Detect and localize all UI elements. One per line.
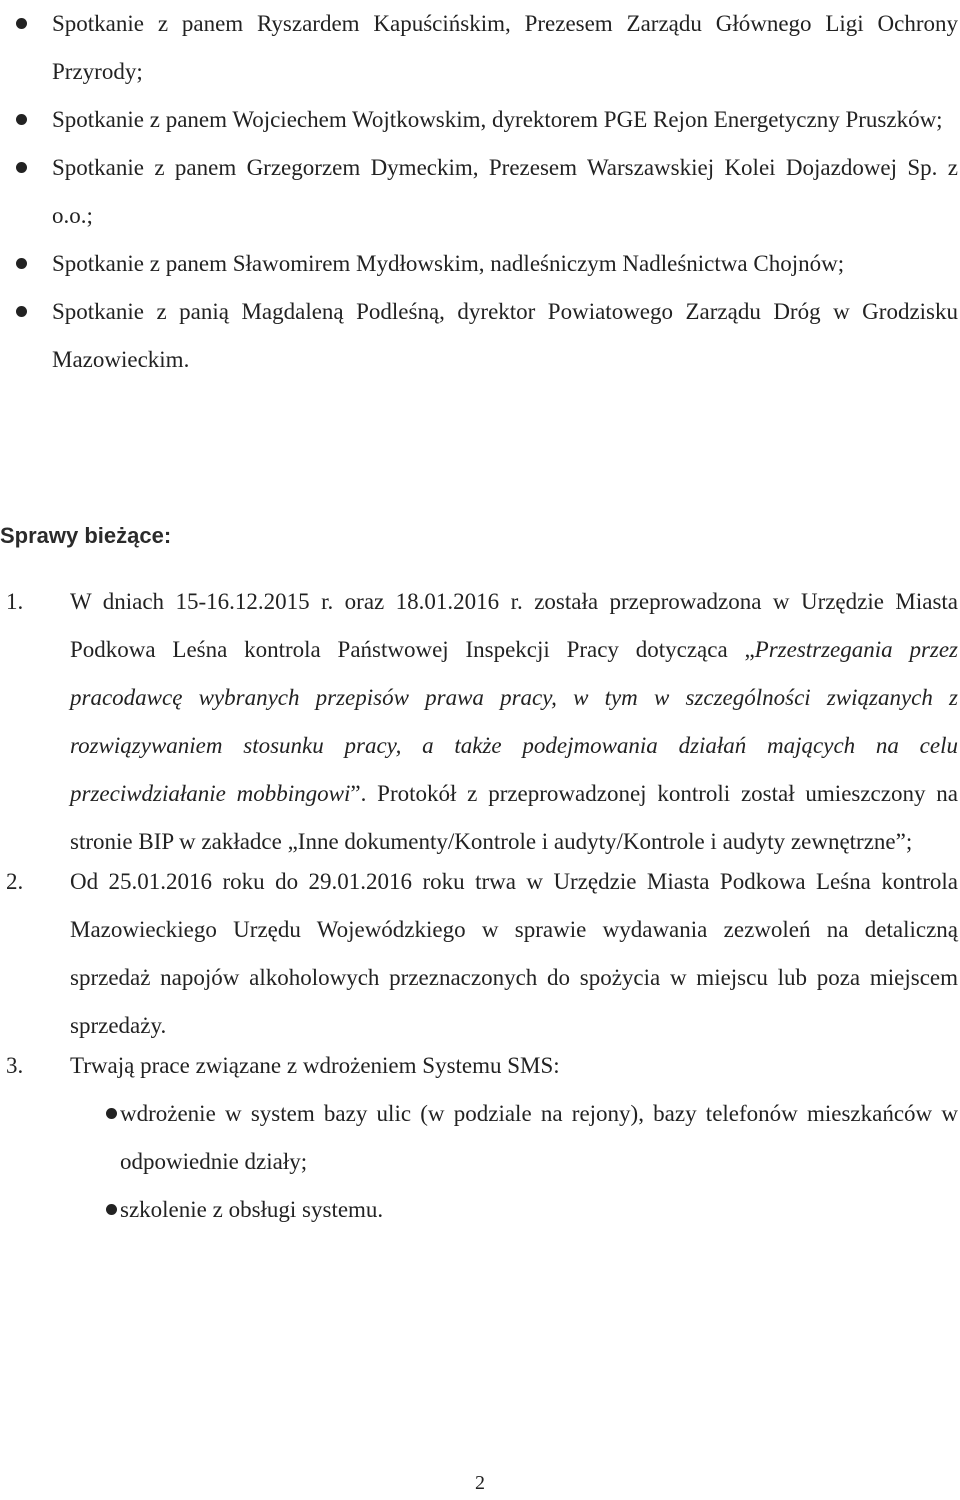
list-item: [0, 144, 958, 240]
item-text: Trwają prace związane z wdrożeniem Systemu SMS:: [70, 1053, 560, 1078]
list-item-text: Spotkanie z panem Ryszardem Kapuścińskim, Prezesem Zarządu Głównego Ligi Ochrony Przyrody;: [52, 11, 958, 84]
item-number: 2.: [6, 869, 24, 894]
bullet-icon: [16, 162, 27, 173]
sub-list-item-text: szkolenie z obsługi systemu.: [120, 1197, 384, 1222]
item-number: 1.: [6, 589, 24, 614]
bullet-icon: [106, 1204, 117, 1215]
inspection-topic: Przestrzegania przez pracodawcę wybranych przepisów prawa pracy, w tym w szczególności związanych z rozwiązywaniem stosunku pracy, a także podejmowania działań mających na celu przeciwdziałanie mobbingowi: [70, 637, 959, 806]
meetings-list: [0, 0, 958, 384]
numbered-item: [0, 578, 958, 866]
list-item: [0, 240, 958, 288]
sub-list-item: [106, 1090, 958, 1186]
bullet-icon: [16, 258, 27, 269]
bullet-icon: [16, 18, 27, 29]
bullet-icon: [16, 306, 27, 317]
list-item: [0, 96, 958, 144]
list-item: [0, 0, 958, 96]
item-text: Od 25.01.2016 roku do 29.01.2016 roku trwa w Urzędzie Miasta Podkowa Leśna kontrola Mazowieckiego Urzędu Wojewódzkiego w sprawie wydawania zezwoleń na detaliczną sprzedaż napojów alkoholowych przeznaczonych do spożycia w miejscu lub poza miejscem sprzedaży.: [70, 869, 958, 1038]
list-item: [0, 288, 958, 384]
sub-list-item: [106, 1186, 958, 1234]
bullet-icon: [106, 1108, 117, 1119]
sub-list-item-text: wdrożenie w system bazy ulic (w podziale na rejony), bazy telefonów mieszkańców w odpowiednie działy;: [120, 1101, 958, 1174]
item-text: W dniach 15-16.12.2015 r. oraz 18.01.2016 r. została przeprowadzona w Urzędzie Miasta Podkowa Leśna kontrola Państwowej Inspekcji Pracy dotycząca „: [70, 589, 958, 662]
list-item-text: Spotkanie z panem Sławomirem Mydłowskim, nadleśniczym Nadleśnictwa Chojnów;: [52, 251, 845, 276]
list-item-text: Spotkanie z panem Grzegorzem Dymeckim, Prezesem Warszawskiej Kolei Dojazdowej Sp. z o.o.;: [52, 155, 958, 228]
list-item-text: Spotkanie z panią Magdaleną Podleśną, dyrektor Powiatowego Zarządu Dróg w Grodzisku Mazowieckim.: [52, 299, 958, 372]
list-item-text: Spotkanie z panem Wojciechem Wojtkowskim, dyrektorem PGE Rejon Energetyczny Pruszków;: [52, 107, 943, 132]
page-number: 2: [475, 1472, 485, 1494]
section-heading: Sprawy bieżące:: [0, 523, 172, 548]
item-text-continued: ”. Protokół z przeprowadzonej kontroli został umieszczony na stronie BIP w zakładce „Inne dokumenty/Kontrole i audyty/Kontrole i audyty zewnętrzne”;: [70, 781, 958, 854]
current-matters-list: [0, 578, 958, 1234]
item-number: 3.: [6, 1053, 24, 1078]
numbered-item: [0, 1042, 958, 1234]
bullet-icon: [16, 114, 27, 125]
numbered-item: [0, 858, 958, 1050]
sub-list: [70, 1090, 958, 1234]
